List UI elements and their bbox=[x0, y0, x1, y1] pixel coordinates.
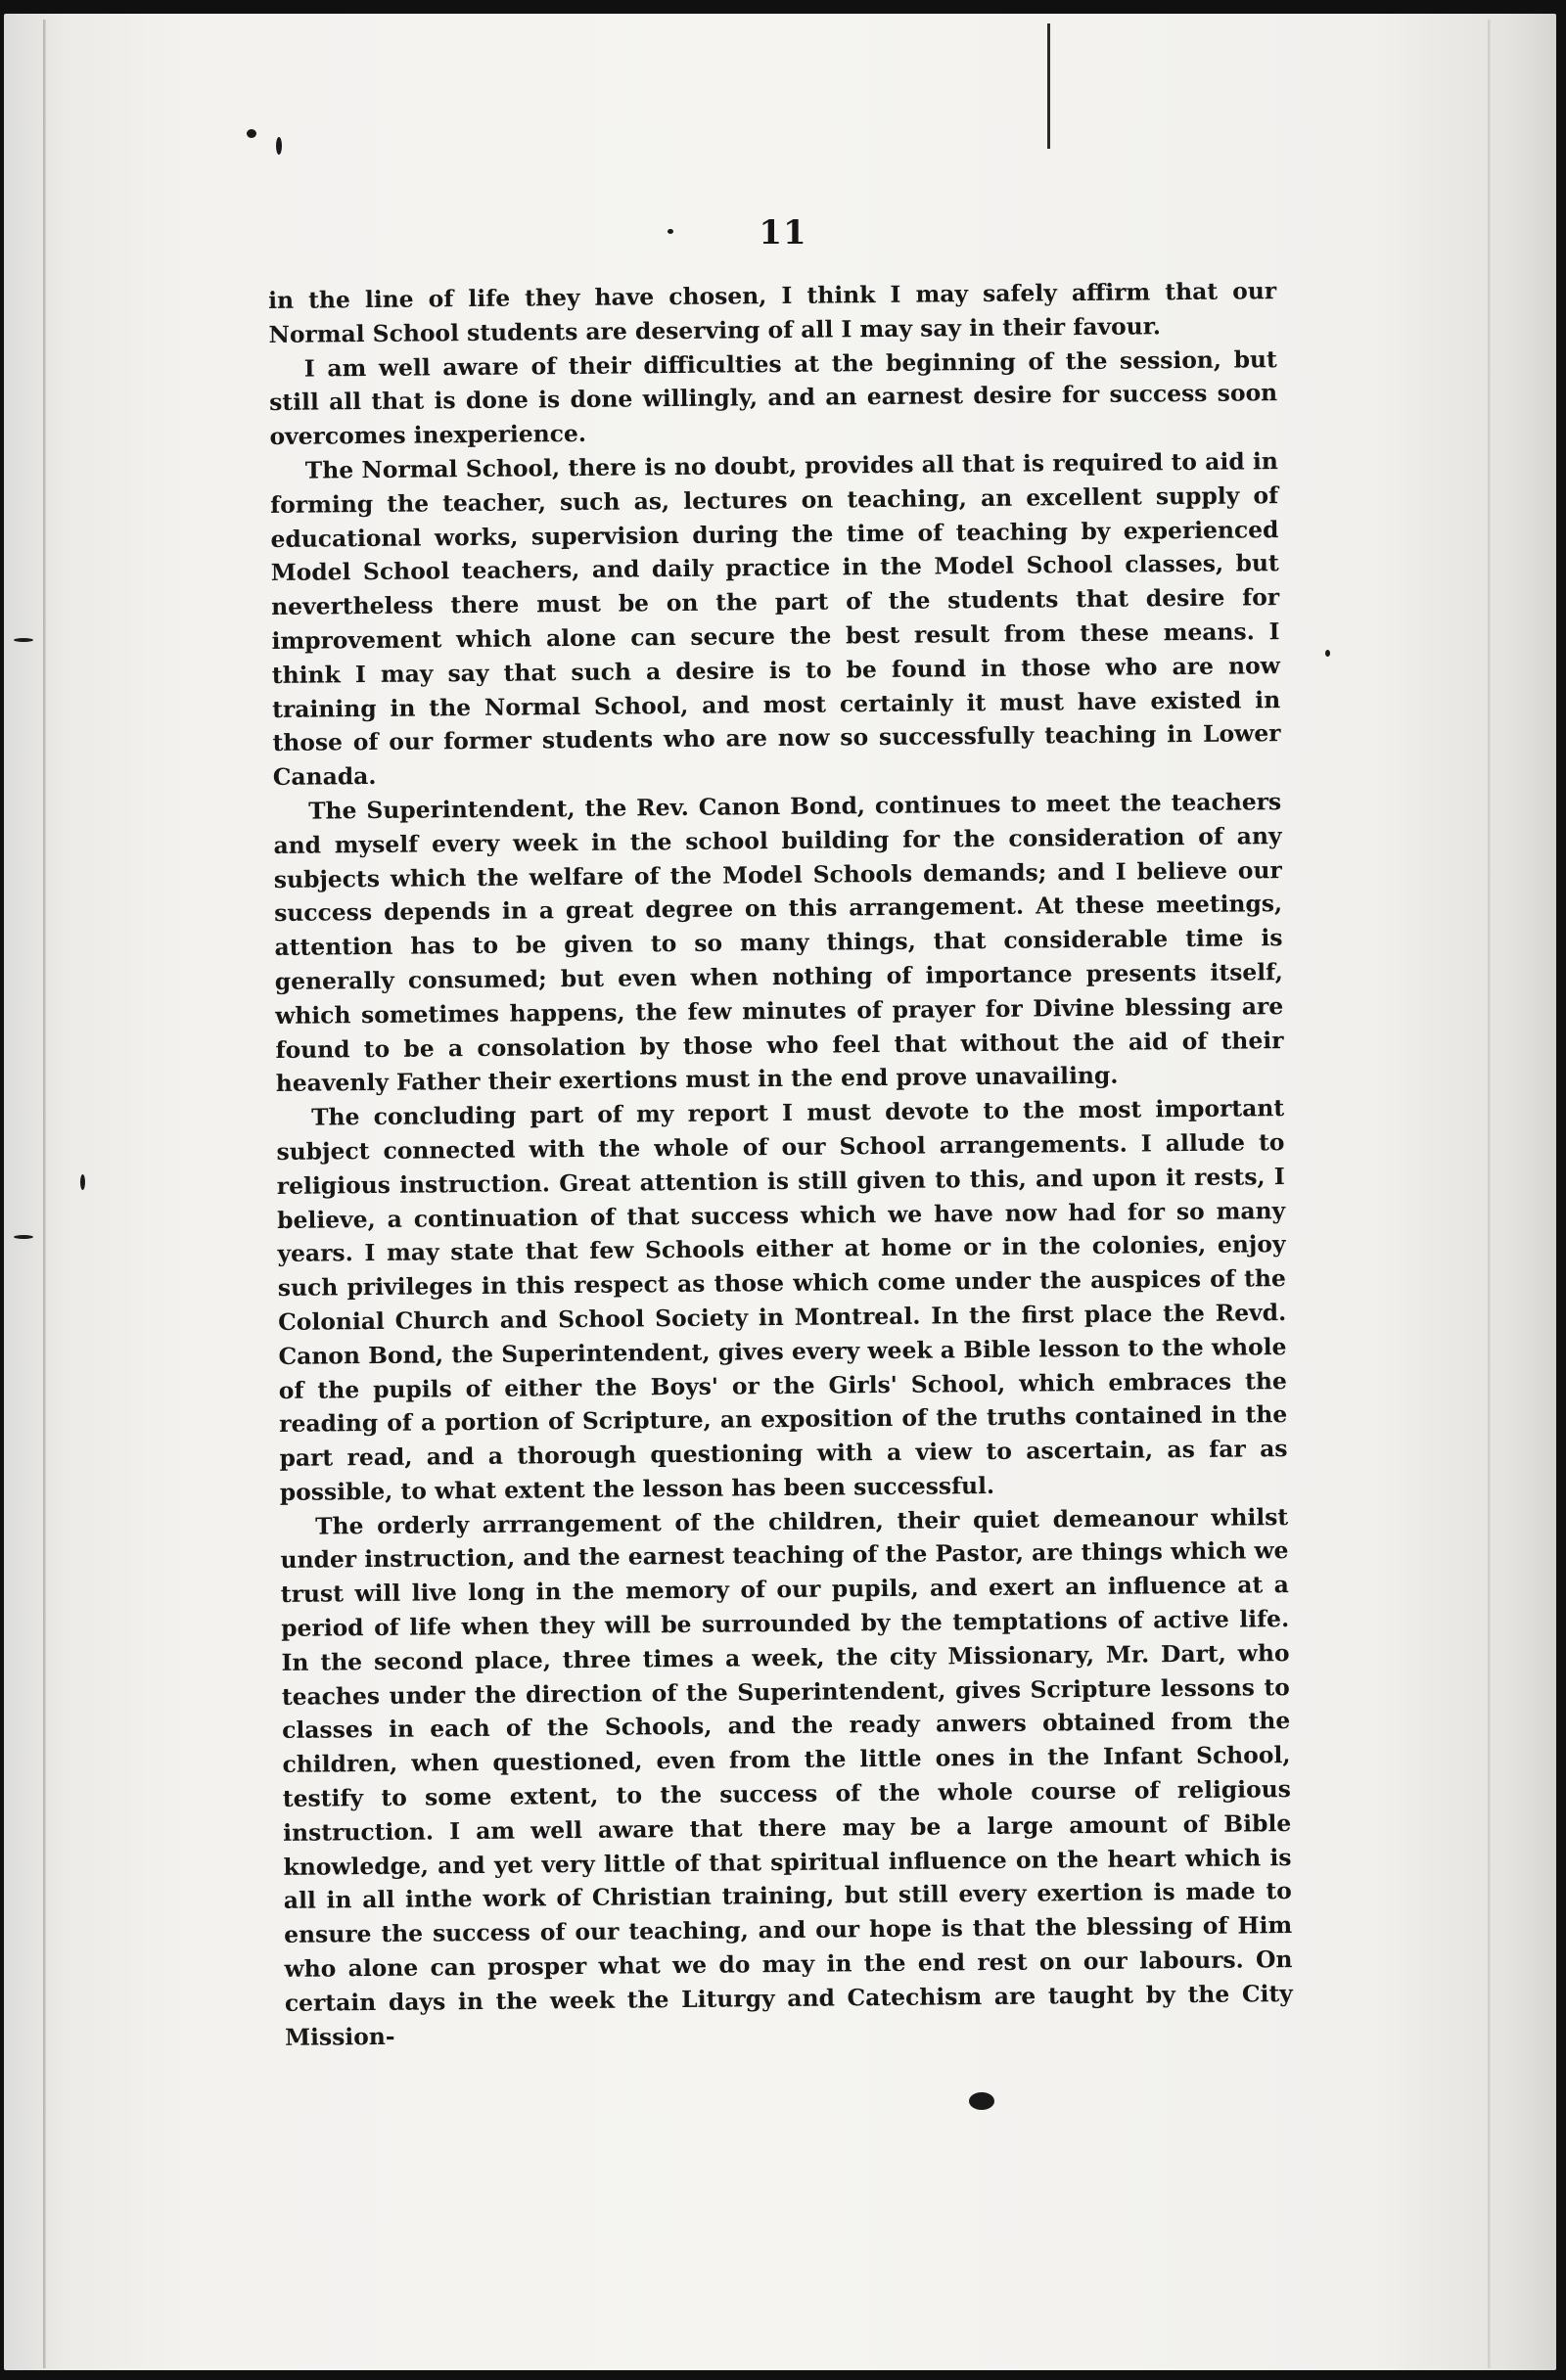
ink-speck bbox=[969, 2092, 994, 2110]
ink-speck bbox=[247, 129, 256, 138]
right-margin-crease bbox=[1488, 20, 1491, 2368]
body-text bbox=[268, 274, 1293, 2054]
paragraph: The orderly arrrangement of the children, their quiet demeanour whilst under instruction, and the earnest teaching of the Pastor, are things which we trust will live long in the memory of our pupils, and exert an influence at a period of life when they will be surrounded by the temptations of active life. In the second place, three times a week, the city Missionary, Mr. Dart, who teaches under the direction of the Superintendent, gives Scripture lessons to classes in each of the Schools, and the ready anwers obtained from the children, when questioned, even from the little ones in the Infant School, testify to some extent, to the success of the whole course of religious instruction. I am well aware that there may be a large amount of Bible knowledge, and yet very little of that spiritual influence on the heart which is all in all inthe work of Christian training, but still every exertion is made to ensure the success of our teaching, and our hope is that the blessing of Him who alone can prosper what we do may in the end rest on our labours. On certain days in the week the Liturgy and Catechism are taught by the City Mission- bbox=[280, 1502, 1293, 2051]
scan-artifact-mark bbox=[1047, 23, 1050, 149]
left-margin-crease bbox=[43, 20, 46, 2368]
ink-speck bbox=[276, 137, 282, 155]
paragraph: The Superintendent, the Rev. Canon Bond, continues to meet the teachers and myself every week in the school building for the consideration of any subjects which the welfare of the Model Schools demands; and I believe our success depends in a great degree on this arrangement. At these meetings, attention has to be given to so many things, that considerable time is generally consumed; but even when nothing of importance presents itself, which sometimes happens, the few minutes of prayer for Divine blessing are found to be a consolation by those who feel that without the aid of their heavenly Father their exertions must in the end prove unavailing. bbox=[273, 788, 1284, 1098]
ink-speck bbox=[14, 1235, 33, 1239]
ink-speck bbox=[14, 638, 33, 642]
ink-speck bbox=[80, 1174, 85, 1190]
page-number: 11 bbox=[759, 213, 807, 252]
paragraph: The Normal School, there is no doubt, provides all that is required to aid in forming the teacher, such as, lectures on teaching, an excellent supply of educational works, supervision during the time of teaching by experienced Model School teachers, and daily practice in the Model School classes, but nevertheless there must be on the part of the students that desire for improvement which alone can secure the best result from these means. I think I may say that such a desire is to be found in those who are now training in the Normal School, and most certainly it must have existed in those of our former students who are now so successfully teaching in Lower Canada. bbox=[270, 447, 1281, 792]
paragraph: The concluding part of my report I must devote to the most important subject connected with the whole of our School arrangements. I allude to religious instruction. Great attention is still given to this, and upon it rests, I believe, a continuation of that success which we have now had for so many years. I may state that few Schools either at home or in the colonies, enjoy such privileges in this respect as those which come under the auspices of the Colonial Church and School Society in Montreal. In the first place the Revd. Canon Bond, the Superintendent, gives every week a Bible lesson to the whole of the pupils of either the Boys' or the Girls' School, which embraces the reading of a portion of Scripture, an exposition of the truths contained in the part read, and a thorough questioning with a view to ascertain, as far as possible, to what extent the lesson has been successful. bbox=[276, 1094, 1288, 1506]
paragraph: in the line of life they have chosen, I think I may safely affirm that our Normal School students are deserving of all I may say in their favour. bbox=[268, 277, 1277, 348]
ink-speck bbox=[1325, 650, 1330, 657]
paragraph: I am well aware of their difficulties at the beginning of the session, but still all that is done is done willingly, and an earnest desire for success soon overcomes inexperience. bbox=[269, 344, 1278, 451]
